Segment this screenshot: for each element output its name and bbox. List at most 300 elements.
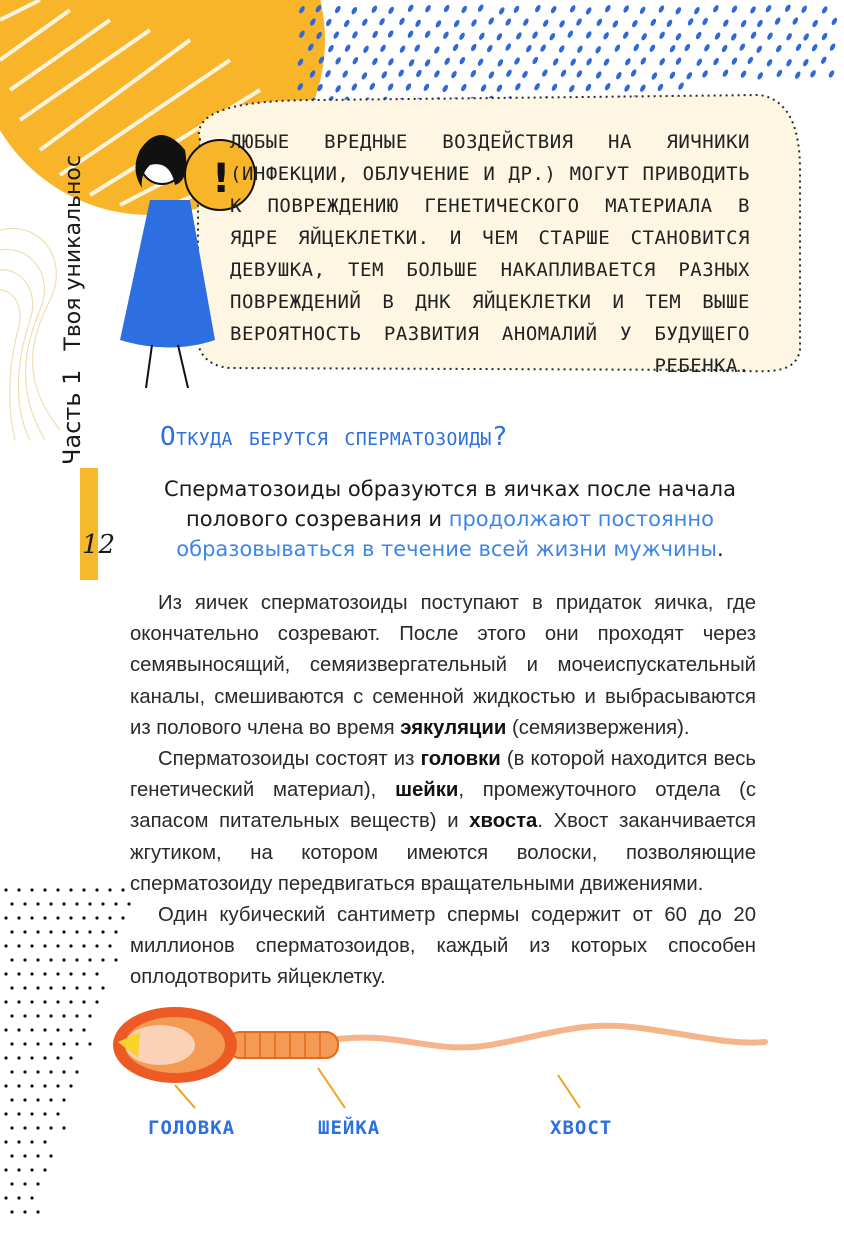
- black-dot: [95, 916, 98, 919]
- blue-dot: [533, 82, 541, 91]
- blue-dot: [756, 19, 764, 28]
- blue-dot: [731, 57, 739, 66]
- blue-dot: [327, 44, 335, 53]
- black-dot: [43, 1056, 46, 1059]
- black-dot: [82, 888, 85, 891]
- blue-dot: [550, 5, 558, 14]
- bubble-paragraph: ЛЮБЫЕ ВРЕДНЫЕ ВОЗДЕЙСТВИЯ НА ЯИЧНИКИ (ИНФЕКЦИИ, ОБЛУЧЕНИЕ И ДР.) МОГУТ ПРИВОДИТЬ К ПОВРЕЖДЕНИЮ ГЕНЕТИЧЕСКОГО МАТЕРИАЛА В ЯДРЕ ЯЙЦЕКЛЕТКИ. И ЧЕМ СТАРШЕ СТАНОВИТСЯ ДЕВУШКА, ТЕМ БОЛЬШЕ НАКАПЛИВАЕТСЯ РАЗНЫХ ПОВРЕЖДЕНИЙ В ДНК ЯЙЦЕКЛЕТКИ И ТЕМ ВЫШЕ ВЕРОЯТНОСТЬ РАЗВИТИЯ АНОМАЛИЙ У БУДУЩЕГО РЕБЕНКА.: [230, 131, 750, 377]
- blue-dot: [730, 32, 738, 41]
- black-dot: [88, 930, 91, 933]
- blue-dot: [453, 19, 461, 28]
- black-dot: [69, 972, 72, 975]
- black-dot: [62, 1126, 65, 1129]
- blue-dot: [387, 29, 395, 38]
- black-dot: [23, 930, 26, 933]
- blue-dot: [477, 58, 485, 67]
- black-dot: [75, 1014, 78, 1017]
- blue-dot: [731, 5, 739, 14]
- black-dot: [4, 1028, 7, 1031]
- black-dot: [10, 902, 13, 905]
- blue-dot: [765, 4, 773, 13]
- blue-dot: [560, 69, 568, 78]
- black-dot: [17, 944, 20, 947]
- page-marker-bar: [80, 468, 98, 580]
- blue-dot: [522, 18, 530, 27]
- blue-dot: [595, 70, 603, 79]
- blue-dot: [568, 84, 576, 93]
- blue-dot: [379, 44, 387, 53]
- blue-dot: [407, 4, 415, 13]
- black-dot: [17, 1168, 20, 1171]
- black-dot: [43, 1168, 46, 1171]
- blue-dot: [542, 19, 550, 28]
- black-dot: [56, 1084, 59, 1087]
- blue-dot: [631, 19, 639, 28]
- blue-dot: [443, 57, 451, 66]
- blue-dot: [821, 32, 829, 41]
- black-dot: [10, 1182, 13, 1185]
- blue-dot: [442, 31, 450, 40]
- black-dot: [49, 1014, 52, 1017]
- black-dot: [75, 958, 78, 961]
- blue-dot: [424, 58, 432, 67]
- svg-text:!: !: [212, 156, 231, 202]
- blue-dot: [648, 44, 656, 53]
- lead-highlight: продолжают постоянно образовываться в течение всей жизни мужчины: [176, 507, 717, 561]
- black-dot: [36, 1126, 39, 1129]
- black-dot: [36, 1182, 39, 1185]
- blue-dot: [371, 30, 379, 39]
- blue-dot: [784, 4, 792, 13]
- black-dot: [108, 916, 111, 919]
- blue-dot: [443, 4, 451, 13]
- paragraph-2: [130, 744, 756, 900]
- blue-dot: [830, 17, 838, 26]
- black-dot: [95, 944, 98, 947]
- black-dot: [36, 902, 39, 905]
- black-dot: [36, 930, 39, 933]
- blue-dot: [325, 18, 333, 27]
- blue-dot: [371, 57, 379, 66]
- blue-dot: [695, 58, 703, 67]
- text-span: (семяизвержения).: [506, 716, 690, 739]
- black-dot: [49, 1042, 52, 1045]
- blue-dot: [423, 83, 431, 92]
- blue-dot: [658, 4, 666, 13]
- black-dot: [17, 1084, 20, 1087]
- black-dot: [10, 958, 13, 961]
- blue-dot: [332, 31, 340, 40]
- blue-dot: [639, 6, 647, 15]
- text-span: , промежуточного отдела (с запасом питательных веществ) и: [130, 779, 756, 833]
- blue-dot: [683, 43, 691, 52]
- blue-dot: [334, 56, 342, 65]
- blue-dot: [407, 30, 415, 39]
- black-dot: [43, 944, 46, 947]
- black-dot: [69, 1084, 72, 1087]
- black-dot: [36, 986, 39, 989]
- blue-dot: [675, 57, 683, 66]
- blue-dot: [675, 32, 683, 41]
- black-dot: [30, 972, 33, 975]
- blue-dot: [380, 70, 388, 79]
- black-dot: [56, 972, 59, 975]
- blue-dot: [541, 68, 549, 77]
- blue-dot: [413, 44, 421, 53]
- black-dot: [10, 1014, 13, 1017]
- label-tail: ХВОСТ: [550, 1117, 613, 1139]
- blue-dot: [775, 44, 783, 53]
- blue-dot: [505, 69, 513, 78]
- blue-dot: [487, 17, 495, 26]
- black-dot: [4, 944, 7, 947]
- label-head: ГОЛОВКА: [148, 1117, 236, 1139]
- blue-dot: [811, 19, 819, 28]
- black-dot: [108, 888, 111, 891]
- blue-dot: [785, 32, 793, 41]
- black-dot: [4, 1112, 7, 1115]
- blue-dot: [622, 31, 630, 40]
- blue-dot: [344, 44, 352, 53]
- black-dot: [62, 930, 65, 933]
- blue-dot: [495, 32, 503, 41]
- wave-lines: [0, 228, 60, 440]
- black-dot: [17, 972, 20, 975]
- label-neck: ШЕЙКА: [318, 1117, 381, 1139]
- black-dot: [23, 1070, 26, 1073]
- black-dot: [56, 1056, 59, 1059]
- black-dot: [49, 1070, 52, 1073]
- blue-dot: [639, 56, 647, 65]
- blue-dot: [334, 5, 342, 14]
- black-dot: [23, 1014, 26, 1017]
- blue-dot: [766, 58, 774, 67]
- black-dot: [88, 958, 91, 961]
- blue-dot: [701, 17, 709, 26]
- sperm-tail: [330, 1026, 765, 1048]
- blue-dot: [604, 82, 612, 91]
- blue-dot: [558, 44, 566, 53]
- black-dot: [88, 1014, 91, 1017]
- black-dot: [17, 1140, 20, 1143]
- black-dot: [114, 958, 117, 961]
- blue-dot: [387, 6, 395, 15]
- blue-dot: [594, 45, 602, 54]
- blue-dot: [775, 69, 783, 78]
- blue-dot: [480, 83, 488, 92]
- blue-dot: [712, 4, 720, 13]
- chapter-side-label: [58, 65, 98, 465]
- black-dot: [49, 902, 52, 905]
- blue-dot: [469, 69, 477, 78]
- blue-dot: [687, 17, 695, 26]
- black-dot: [56, 888, 59, 891]
- blue-dot: [558, 19, 566, 28]
- chapter-label: Твоя уникальнос: [61, 155, 86, 351]
- blue-dot: [551, 83, 559, 92]
- blue-dot: [350, 82, 358, 91]
- black-dot: [17, 888, 20, 891]
- black-dot: [101, 930, 104, 933]
- blue-dot: [513, 5, 521, 14]
- blue-dot: [378, 17, 386, 26]
- black-dot: [4, 916, 7, 919]
- blue-dot: [334, 84, 342, 93]
- blue-dot: [811, 43, 819, 52]
- black-dot: [62, 1098, 65, 1101]
- black-dot: [23, 1126, 26, 1129]
- black-dot: [69, 944, 72, 947]
- black-dot: [30, 1056, 33, 1059]
- black-dot: [121, 888, 124, 891]
- blue-dot: [685, 71, 693, 80]
- blue-dot: [368, 82, 376, 91]
- blue-dot: [362, 45, 370, 54]
- blue-dot: [611, 19, 619, 28]
- pointer-neck: [318, 1068, 345, 1108]
- blue-dot: [785, 58, 793, 67]
- blue-dot: [650, 71, 658, 80]
- blue-dot: [513, 56, 521, 65]
- section-title: Откуда берутся сперматозоиды?: [160, 422, 509, 452]
- black-dot: [23, 1042, 26, 1045]
- black-dot: [10, 930, 13, 933]
- blue-dot: [341, 69, 349, 78]
- term-head: головки: [420, 748, 501, 771]
- black-dot: [49, 986, 52, 989]
- blue-dot: [452, 43, 460, 52]
- blue-dot: [514, 82, 522, 91]
- blue-dot: [575, 69, 583, 78]
- blue-dot: [470, 43, 478, 52]
- black-dot: [95, 1000, 98, 1003]
- blue-dot: [794, 71, 802, 80]
- blue-dot: [470, 18, 478, 27]
- blue-dot: [602, 31, 610, 40]
- blue-dot: [351, 56, 359, 65]
- black-dot: [17, 1056, 20, 1059]
- black-dot: [10, 1154, 13, 1157]
- black-dot: [43, 1140, 46, 1143]
- black-dot: [114, 930, 117, 933]
- blue-dot: [657, 83, 665, 92]
- black-dot: [43, 1028, 46, 1031]
- blue-dot: [525, 44, 533, 53]
- paragraph-3: Один кубический сантиметр спермы содержит от 60 до 20 миллионов сперматозоидов, каждый из которых способен оплодотворить яйцеклетку.: [130, 904, 756, 989]
- black-dot: [17, 1196, 20, 1199]
- blue-dot: [603, 58, 611, 67]
- blue-dot: [460, 5, 468, 14]
- black-dot: [43, 1084, 46, 1087]
- black-dot: [17, 1000, 20, 1003]
- lead-text: Сперматозоиды образуются в яичках после начала полового созревания и: [164, 477, 736, 531]
- blue-dot: [531, 56, 539, 65]
- black-dot: [23, 1210, 26, 1213]
- blue-dot: [460, 83, 468, 92]
- black-dot: [23, 1182, 26, 1185]
- black-dot: [30, 944, 33, 947]
- black-dot: [43, 1000, 46, 1003]
- black-dot: [62, 1042, 65, 1045]
- black-dot: [4, 1084, 7, 1087]
- text-span: Сперматозоиды состоят из: [158, 748, 421, 771]
- blue-dot: [387, 57, 395, 66]
- black-dot: [30, 888, 33, 891]
- blue-dot: [351, 30, 359, 39]
- blue-dot: [387, 82, 395, 91]
- blue-dot: [714, 31, 722, 40]
- black-dot: [30, 1112, 33, 1115]
- blue-dot: [531, 31, 539, 40]
- black-dot: [17, 1112, 20, 1115]
- black-dot: [10, 1210, 13, 1213]
- blue-dot: [585, 57, 593, 66]
- blue-dot: [343, 19, 351, 28]
- black-dot: [49, 958, 52, 961]
- black-dot: [10, 1126, 13, 1129]
- blue-dot: [569, 58, 577, 67]
- black-dot: [82, 1028, 85, 1031]
- blue-dot: [450, 70, 458, 79]
- blue-dot: [504, 18, 512, 27]
- black-dot: [10, 1070, 13, 1073]
- black-dot: [62, 958, 65, 961]
- black-dot: [23, 986, 26, 989]
- text-span: Из яичек сперматозоиды поступают в придаток яичка, где окончательно созревают. После этого они проходят через семявыносящий, семяизвергательный и мочеиспускательный каналы, смешиваются с семенной жидкостью и выбрасываются из полового члена во время: [130, 592, 756, 739]
- blue-dot: [585, 6, 593, 15]
- term-ejaculation: эякуляции: [400, 716, 507, 739]
- blue-dot: [399, 45, 407, 54]
- blue-dot: [821, 5, 829, 14]
- black-dot: [23, 1154, 26, 1157]
- part-label: Часть 1: [58, 369, 86, 465]
- blue-dot: [809, 69, 817, 78]
- blue-dot: [585, 30, 593, 39]
- body-text: [130, 588, 756, 994]
- blue-dot: [624, 57, 632, 66]
- black-dot: [30, 1196, 33, 1199]
- black-dot: [4, 1140, 7, 1143]
- blue-dot: [740, 70, 748, 79]
- black-dot: [36, 1014, 39, 1017]
- black-dot: [62, 1070, 65, 1073]
- black-dot: [36, 1210, 39, 1213]
- text-span: (в которой находится весь генетический материал),: [130, 748, 756, 802]
- black-dot: [4, 972, 7, 975]
- black-dot: [56, 916, 59, 919]
- black-dot: [82, 972, 85, 975]
- black-dot: [49, 930, 52, 933]
- black-dot: [101, 958, 104, 961]
- black-dot: [88, 902, 91, 905]
- blue-dot: [415, 69, 423, 78]
- blue-dot: [674, 6, 682, 15]
- blue-dot: [695, 31, 703, 40]
- blue-dot: [795, 43, 803, 52]
- black-dot: [69, 916, 72, 919]
- blue-dot: [666, 19, 674, 28]
- lead-paragraph: [150, 474, 750, 564]
- lead-end: .: [717, 537, 724, 561]
- blue-dot: [755, 45, 763, 54]
- blue-dot: [658, 57, 666, 66]
- blue-dot: [585, 83, 593, 92]
- blue-dot: [575, 18, 583, 27]
- blue-dot: [613, 44, 621, 53]
- speech-bubble-text: [230, 126, 750, 382]
- blue-dot: [791, 16, 799, 25]
- blue-dot: [515, 31, 523, 40]
- blue-dot: [398, 17, 406, 26]
- black-dot: [36, 1098, 39, 1101]
- blue-dot: [433, 69, 441, 78]
- black-dot: [4, 1000, 7, 1003]
- blue-dot: [693, 6, 701, 15]
- black-dot: [69, 1000, 72, 1003]
- blue-dot: [324, 69, 332, 78]
- pointer-tail: [558, 1075, 580, 1108]
- blue-dot: [433, 45, 441, 54]
- blue-dot: [640, 32, 648, 41]
- text-span: . Хвост заканчивается жгутиком, на котором имеются волоски, позволяющие сперматозоиду передвигаться вращательными движениями.: [130, 810, 757, 895]
- blue-dot: [820, 56, 828, 65]
- pointer-head: [175, 1085, 195, 1108]
- black-dot: [75, 1042, 78, 1045]
- black-dot: [43, 888, 46, 891]
- blue-dot: [478, 32, 486, 41]
- black-dot: [49, 1098, 52, 1101]
- black-dot: [101, 986, 104, 989]
- black-dot: [114, 902, 117, 905]
- blue-dot: [552, 57, 560, 66]
- blue-dot: [487, 70, 495, 79]
- blue-dot: [668, 71, 676, 80]
- black-dot: [23, 902, 26, 905]
- blue-dot: [435, 19, 443, 28]
- blue-dot: [658, 31, 666, 40]
- blue-dot: [414, 19, 422, 28]
- blue-dot: [548, 32, 556, 41]
- blue-dot: [576, 45, 584, 54]
- term-tail: хвоста: [469, 810, 538, 833]
- black-dot: [82, 916, 85, 919]
- black-dot: [36, 1154, 39, 1157]
- blue-dot: [701, 69, 709, 78]
- black-dot: [75, 902, 78, 905]
- black-dot: [62, 986, 65, 989]
- blue-dot: [703, 43, 711, 52]
- blue-dot: [829, 43, 837, 52]
- black-dot: [30, 1168, 33, 1171]
- black-dot: [56, 1112, 59, 1115]
- blue-dot: [360, 71, 368, 80]
- blue-dot: [802, 32, 810, 41]
- black-dot: [17, 916, 20, 919]
- blue-dot: [566, 30, 574, 39]
- blue-dot: [632, 43, 640, 52]
- black-dot: [75, 930, 78, 933]
- black-dot: [56, 944, 59, 947]
- black-dot: [62, 1014, 65, 1017]
- black-dot: [17, 1028, 20, 1031]
- blue-dot: [534, 4, 542, 13]
- black-dot: [108, 944, 111, 947]
- blue-dot: [604, 4, 612, 13]
- blue-dot: [521, 70, 529, 79]
- blue-dot: [774, 17, 782, 26]
- term-neck: шейки: [395, 779, 459, 802]
- blue-dot: [738, 43, 746, 52]
